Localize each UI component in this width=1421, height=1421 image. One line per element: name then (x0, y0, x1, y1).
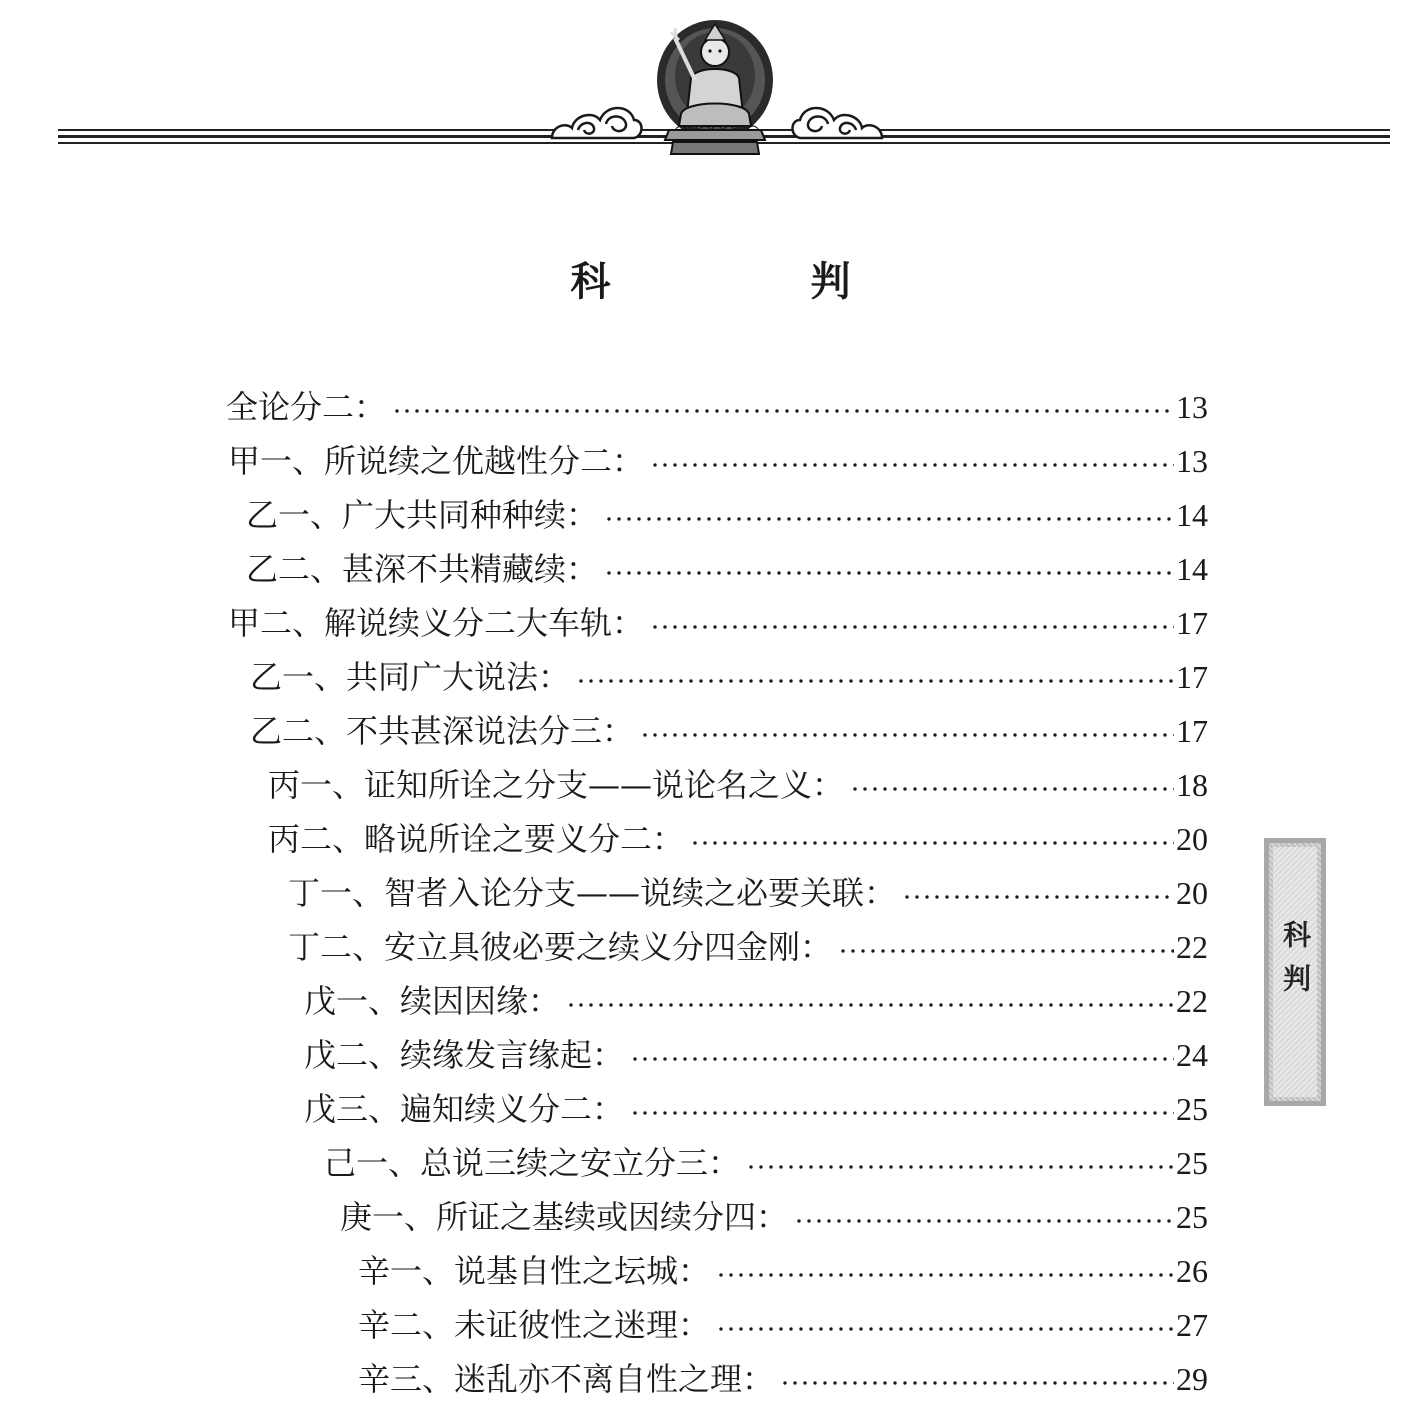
dot-leader (850, 787, 1174, 791)
toc-entry-label: 甲一、所说续之优越性分二： (228, 442, 645, 480)
dot-leader (780, 1381, 1174, 1385)
toc-entry[interactable] (228, 434, 1208, 488)
toc-entry-label: 戊三、遍知续义分二： (304, 1090, 625, 1128)
toc-entry[interactable] (250, 650, 1208, 704)
toc-entry-label: 己一、总说三续之安立分三： (324, 1144, 741, 1182)
toc-entry-page: 18 (1176, 767, 1208, 803)
toc-entry-label: 乙一、共同广大说法： (250, 658, 571, 696)
auspicious-cloud-icon (548, 96, 644, 146)
toc-entry[interactable] (288, 920, 1208, 974)
toc-entry[interactable] (250, 704, 1208, 758)
toc-entry-page: 17 (1176, 659, 1208, 695)
toc-entry[interactable] (324, 1136, 1208, 1190)
page-title: 科 判 (570, 258, 931, 305)
toc-entry-page: 25 (1176, 1145, 1208, 1181)
toc-entry-page: 25 (1176, 1199, 1208, 1235)
toc-entry-page: 14 (1176, 497, 1208, 533)
seated-deity-thangka-icon (655, 18, 775, 156)
dot-leader (640, 733, 1174, 737)
toc-entry-page: 22 (1176, 929, 1208, 965)
section-thumb-tab (1264, 838, 1326, 1106)
dot-leader (690, 841, 1174, 845)
toc-entry-label: 乙一、广大共同种种续： (246, 496, 599, 534)
dot-leader (650, 625, 1174, 629)
toc-entry[interactable] (304, 1028, 1208, 1082)
toc-entry-label: 丙二、略说所诠之要义分二： (268, 820, 685, 858)
toc-entry-page: 13 (1176, 443, 1208, 479)
toc-entry[interactable] (246, 488, 1208, 542)
toc-entry[interactable] (358, 1298, 1208, 1352)
dot-leader (630, 1111, 1174, 1115)
dot-leader (392, 409, 1174, 413)
toc-entry-page: 20 (1176, 821, 1208, 857)
toc-entry-page: 17 (1176, 605, 1208, 641)
dot-leader (566, 1003, 1174, 1007)
toc-entry-page: 17 (1176, 713, 1208, 749)
toc-entry-page: 13 (1176, 389, 1208, 425)
dot-leader (902, 895, 1174, 899)
auspicious-cloud-icon (790, 96, 886, 146)
toc-entry[interactable] (358, 1352, 1208, 1406)
dot-leader (838, 949, 1174, 953)
toc-entry-page: 22 (1176, 983, 1208, 1019)
toc-entry[interactable] (304, 1082, 1208, 1136)
dot-leader (630, 1057, 1174, 1061)
toc-entry-label: 辛一、说基自性之坛城： (358, 1252, 711, 1290)
toc-entry-page: 26 (1176, 1253, 1208, 1289)
toc-entry-label: 辛三、迷乱亦不离自性之理： (358, 1360, 775, 1398)
toc-entry-label: 辛二、未证彼性之迷理： (358, 1306, 711, 1344)
toc-entry[interactable] (288, 866, 1208, 920)
toc-entry[interactable] (304, 974, 1208, 1028)
toc-entry[interactable] (268, 758, 1208, 812)
section-thumb-tab-label: 科判 (1279, 920, 1312, 1008)
toc-entry-page: 29 (1176, 1361, 1208, 1397)
toc-entry-label: 戊二、续缘发言缘起： (304, 1036, 625, 1074)
toc-entry-page: 25 (1176, 1091, 1208, 1127)
toc-entry-label: 丁一、智者入论分支——说续之必要关联： (288, 874, 897, 912)
dot-leader (794, 1219, 1174, 1223)
toc-entry-label: 庚一、所证之基续或因续分四： (340, 1198, 789, 1236)
toc-entry[interactable] (246, 542, 1208, 596)
toc-entry-label: 戊一、续因因缘： (304, 982, 561, 1020)
toc-entry[interactable] (268, 812, 1208, 866)
dot-leader (604, 517, 1174, 521)
toc-entry-page: 27 (1176, 1307, 1208, 1343)
dot-leader (716, 1273, 1174, 1277)
toc-entry-label: 乙二、不共甚深说法分三： (250, 712, 635, 750)
toc-entry-label: 乙二、甚深不共精藏续： (246, 550, 599, 588)
toc-entry-page: 24 (1176, 1037, 1208, 1073)
dot-leader (746, 1165, 1174, 1169)
toc-entry[interactable] (340, 1190, 1208, 1244)
toc-entry-label: 丙一、证知所诠之分支——说论名之义： (268, 766, 845, 804)
dot-leader (576, 679, 1174, 683)
toc-entry[interactable] (226, 380, 1208, 434)
toc-entry-page: 20 (1176, 875, 1208, 911)
toc-entry-label: 全论分二： (226, 388, 387, 426)
toc-entry-label: 甲二、解说续义分二大车轨： (228, 604, 645, 642)
dot-leader (604, 571, 1174, 575)
dot-leader (716, 1327, 1174, 1331)
dot-leader (650, 463, 1174, 467)
toc-entry[interactable] (358, 1244, 1208, 1298)
toc-entry[interactable] (228, 596, 1208, 650)
toc-entry-page: 14 (1176, 551, 1208, 587)
toc-entry-label: 丁二、安立具彼必要之续义分四金刚： (288, 928, 833, 966)
